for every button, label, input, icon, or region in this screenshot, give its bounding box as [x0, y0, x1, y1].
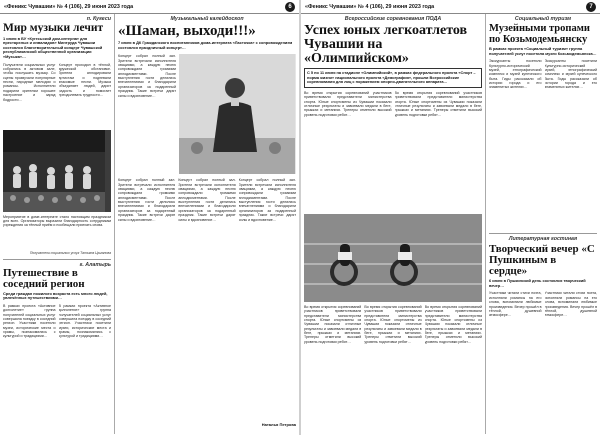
article-body: В рамках проекта «Активное долголетие» группа получателей социальных услуг совершила поездку в соседний регион. Участники посетили музеи, исторические места и храмы, познакомились с культурой и традициями… [3, 303, 56, 339]
article-lead: Среди граждан пожилого возраста есть много людей, увлечённых путешествиями… [3, 290, 108, 301]
article-signature: Наталья Петрова [261, 422, 296, 428]
page-header [301, 0, 600, 14]
shaman-article [114, 14, 299, 434]
article-headline: Мир музыки лечит [3, 22, 104, 34]
article-place: г. Алатырь [79, 261, 111, 268]
wheelchair-race-photo-image [304, 214, 482, 302]
sport-article [301, 14, 485, 434]
article-body: Экскурсанты посетили Культурно-исторический музей, этнографический комплекс и музей купеческого быта. Гиды рассказали об истории города и его знаменитых жителях… [489, 59, 542, 90]
article-headline: Творческий вечер «С Пушкиным в сердце» [489, 243, 595, 278]
article-body: Участники читали стихи поэта, исполняли романсы на его слова, вспоминали любимые произведения. Вечер прошёл в тёплой, душевной атмосфере… [489, 291, 542, 318]
article-lead: 1 июня в БУ «Кугесьский дом-интернат для престарелых и инвалидов» Минтруда Чувашии состоялся благотворительный концерт Чувашской республиканской общественной организации «Музыка»… [3, 35, 103, 59]
article-body: Получатели социальных услуг собрались в актовом зале, чтобы послушать музыку. Со сцены прозвучали популярные песни, народные мелодии и романсы. Исполнители подарили зрителям хорошее настроение и заряд бодрости… [3, 62, 56, 102]
page-header [0, 0, 299, 14]
newspaper-title: «Феникс Чувашии» № 4 (106), 29 июня 2023 года [305, 3, 435, 10]
article-body: Участники читали стихи поэта, исполняли романсы на его слова, вспоминали любимые произведения. Вечер прошёл в тёплой, душевной атмосфере… [544, 291, 597, 318]
page-number: 7 [586, 2, 596, 12]
wheelchair-race-photo [304, 214, 482, 302]
article-body: В рамках проекта «Активное долголетие» группа получателей социальных услуг совершила поездку в соседний регион. Участники посетили музеи, исторические места и храмы, познакомились с культурой и традициями… [58, 303, 111, 339]
article-body: Во время открытия соревнований участников приветствовали представители министерства спорта. Юные спортсмены из Чувашии показали отличные результаты и завоевали медали в беге, прыжках и метаниях. Тренеры отметили высокий уровень подготовки ребят… [424, 304, 482, 344]
article-body: Концерт проходил в тёплой, дружеской обстановке. Зрители аплодировали артистам и подпевали знакомые песни. Музыка объединяет людей, дарит радость и помогает преодолевать трудности… [58, 62, 111, 98]
article-signature: Получатели социальных услуг Татьяна Цыганова [29, 250, 111, 255]
article-body: Во время открытия соревнований участников приветствовали представители министерства спорта. Юные спортсмены из Чувашии показали отличные результаты и завоевали медали в беге, прыжках и метаниях. Тренеры отметили высокий уровень подготовки ребят… [304, 90, 392, 117]
article-headline: «Шаман, выходи!!!» [118, 23, 256, 39]
section-rubric: Социальный туризм [514, 16, 572, 22]
museum-and-pushkin-column [485, 14, 600, 434]
article-body: Концерт собрал полный зал. Зрители встречали исполнителя овациями, а каждую песню сопровождали громкими аплодисментами. После выступления гости делились впечатлениями и благодарили организаторов за подаренный праздник. Такие встречи дарят силы и вдохновение… [118, 54, 176, 98]
singer-photo-image [179, 54, 295, 174]
article-place: п. Кугеси [86, 16, 111, 22]
article-lead: 7 июня в ДК Гражданского воспитанников дома-интерната «Ласточка» с сопровождением состоялся праздничный концерт… [118, 40, 293, 50]
article-body: Концерт собрал полный зал. Зрители встречали исполнителя овациями, а каждую песню сопровождали громкими аплодисментами. После выступления гости делились впечатлениями и благодарили организаторов за подаренный праздник. Такие встречи дарят силы и вдохновение… [178, 178, 236, 222]
left-page [0, 0, 299, 435]
section-rubric: Литературная гостиная [508, 236, 578, 243]
article-body: Во время открытия соревнований участников приветствовали представители министерства спорта. Юные спортсмены из Чувашии показали отличные результаты и завоевали медали в беге, прыжках и метаниях. Тренеры отметили высокий уровень подготовки ребят… [364, 304, 422, 344]
article-lead: В рамках проекта «Социальный туризм» группа получателей услуг посетила музеи Козьмодемьянска… [489, 46, 597, 56]
concert-photo-image [3, 130, 105, 212]
section-rubric: Музыкальный калейдоскоп [170, 16, 244, 22]
article-headline: Успех юных легкоатлетов Чувашии на «Олимпийском» [304, 23, 468, 66]
section-rubric: Всероссийские соревнования ПОДА [344, 16, 442, 22]
newspaper-title: «Феникс Чувашии» № 4 (106), 29 июня 2023 года [4, 3, 134, 10]
article-body: Во время открытия соревнований участников приветствовали представители министерства спорта. Юные спортсмены из Чувашии показали отличные результаты и завоевали медали в беге, прыжках и метаниях. Тренеры отметили высокий уровень подготовки ребят… [304, 304, 362, 344]
article-lead: 6 июня в Пушкинский день состоялся творческий вечер… [489, 278, 586, 288]
article-body: Мероприятие в доме-интернате стало настоящим праздником для всех. Организаторы выразили благодарность сотрудникам учреждения за тёплый приём и пообещали приехать снова. [3, 214, 111, 228]
page-number: 6 [285, 2, 295, 12]
singer-photo [179, 54, 296, 174]
concert-photo [3, 130, 111, 212]
music-article [0, 14, 114, 434]
article-body: Во время открытия соревнований участников приветствовали представители министерства спорта. Юные спортсмены из Чувашии показали отличные результаты и завоевали медали в беге, прыжках и метаниях. Тренеры отметили высокий уровень подготовки ребят… [394, 90, 482, 117]
article-headline: Путешествие в соседний регион [3, 266, 85, 290]
article-body: Концерт собрал полный зал. Зрители встречали исполнителя овациями, а каждую песню сопровождали громкими аплодисментами. После выступления гости делились впечатлениями и благодарили организаторов за подаренный праздник. Такие встречи дарят силы и вдохновение… [238, 178, 296, 222]
article-headline: Музейными тропами по Козьмодемьянску [489, 23, 590, 45]
article-lead: С 5 по 11 июня на стадионе «Олимпийский», в рамках федерального проекта «Спорт – норма жизни» национального проекта «Демография», прошли Всероссийские соревнования для лиц с поражением опорно-двигательного аппарата… [304, 68, 482, 88]
article-body: Экскурсанты посетили Культурно-исторический музей, этнографический комплекс и музей купеческого быта. Гиды рассказали об истории города и его знаменитых жителях… [544, 59, 597, 90]
article-body: Концерт собрал полный зал. Зрители встречали исполнителя овациями, а каждую песню сопровождали громкими аплодисментами. После выступления гости делились впечатлениями и благодарили организаторов за подаренный праздник. Такие встречи дарят силы и вдохновение… [118, 178, 176, 222]
right-page [301, 0, 600, 435]
